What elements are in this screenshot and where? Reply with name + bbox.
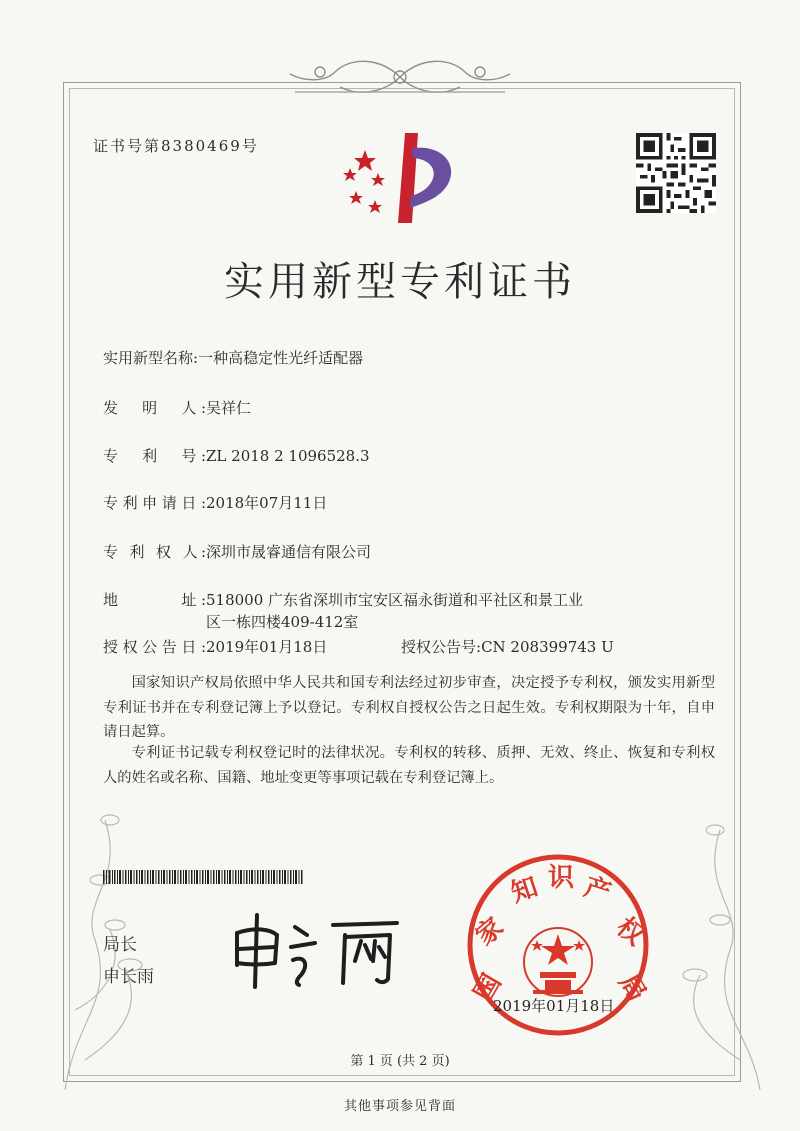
field-value: 一种高稳定性光纤适配器 [198,349,364,367]
qr-code-icon [636,133,716,213]
field-address-line2: 区一栋四楼409-412室 [206,613,359,631]
svg-text:局: 局 [612,969,651,1007]
field-utility-name [103,347,363,368]
footer-note: 其他事项参见背面 [343,1099,456,1114]
certificate-number: 证书号第8380469号 [93,137,259,155]
field-value: CN 208399743 U [481,638,614,656]
corner-vine-right-icon [650,790,770,1090]
field-label: 专 利 权 人: [103,543,206,561]
field-label: 授权公告日: [103,638,206,656]
field-patent-number [103,445,370,466]
field-inventor [103,397,251,418]
svg-text:家: 家 [470,912,510,952]
page-title: 实用新型专利证书 [224,259,576,305]
ornament-icon [280,52,520,102]
field-label: 授权公告号: [401,638,482,656]
field-grant-number [401,636,614,657]
paragraph-1: 国家知识产权局依照中华人民共和国专利法经过初步审查，决定授予专利权，颁发实用新型专利证书并在专利登记簿上予以登记。专利权自授权公告之日起生效。专利权期限为十年，自申请日起算。 [103,675,715,740]
field-label: 专 利 号: [103,447,206,465]
svg-text:产: 产 [580,872,615,909]
field-value: 2018年07月11日 [206,494,328,512]
signer-title: 局长 [103,935,137,955]
patent-office-logo-icon [330,128,465,228]
svg-text:权: 权 [610,912,650,952]
field-value-line1: 518000 广东省深圳市宝安区福永街道和平社区和景工业 [206,591,584,609]
page-indicator: 第 1 页 (共 2 页) [350,1054,450,1069]
paragraph-2: 专利证书记载专利权登记时的法律状况。专利权的转移、质押、无效、终止、恢复和专利权人的姓名或名称、国籍、地址变更等事项记载在专利登记簿上。 [103,745,715,786]
field-value: 吴祥仁 [206,399,252,417]
field-value: 2019年01月18日 [206,638,328,656]
handwritten-signature-icon [225,905,405,990]
field-label: 地 址: [103,591,206,609]
svg-text:知: 知 [507,872,542,909]
field-label: 专利申请日: [103,494,206,512]
signer-name: 申长雨 [103,967,154,987]
seal-date: 2019年01月18日 [493,997,615,1015]
barcode-icon [103,870,303,884]
svg-text:识: 识 [547,863,575,893]
field-value: 深圳市晟睿通信有限公司 [206,543,372,561]
field-filing-date [103,492,327,513]
field-patentee [103,541,371,562]
field-address [103,589,583,610]
field-value: ZL 2018 2 1096528.3 [206,447,370,465]
field-label: 实用新型名称: [103,349,199,367]
svg-text:国: 国 [468,969,508,1007]
corner-vine-left-icon [55,760,175,1090]
field-label: 发 明 人: [103,399,206,417]
seal-star-icon [531,934,585,994]
field-grant-date [103,636,327,657]
